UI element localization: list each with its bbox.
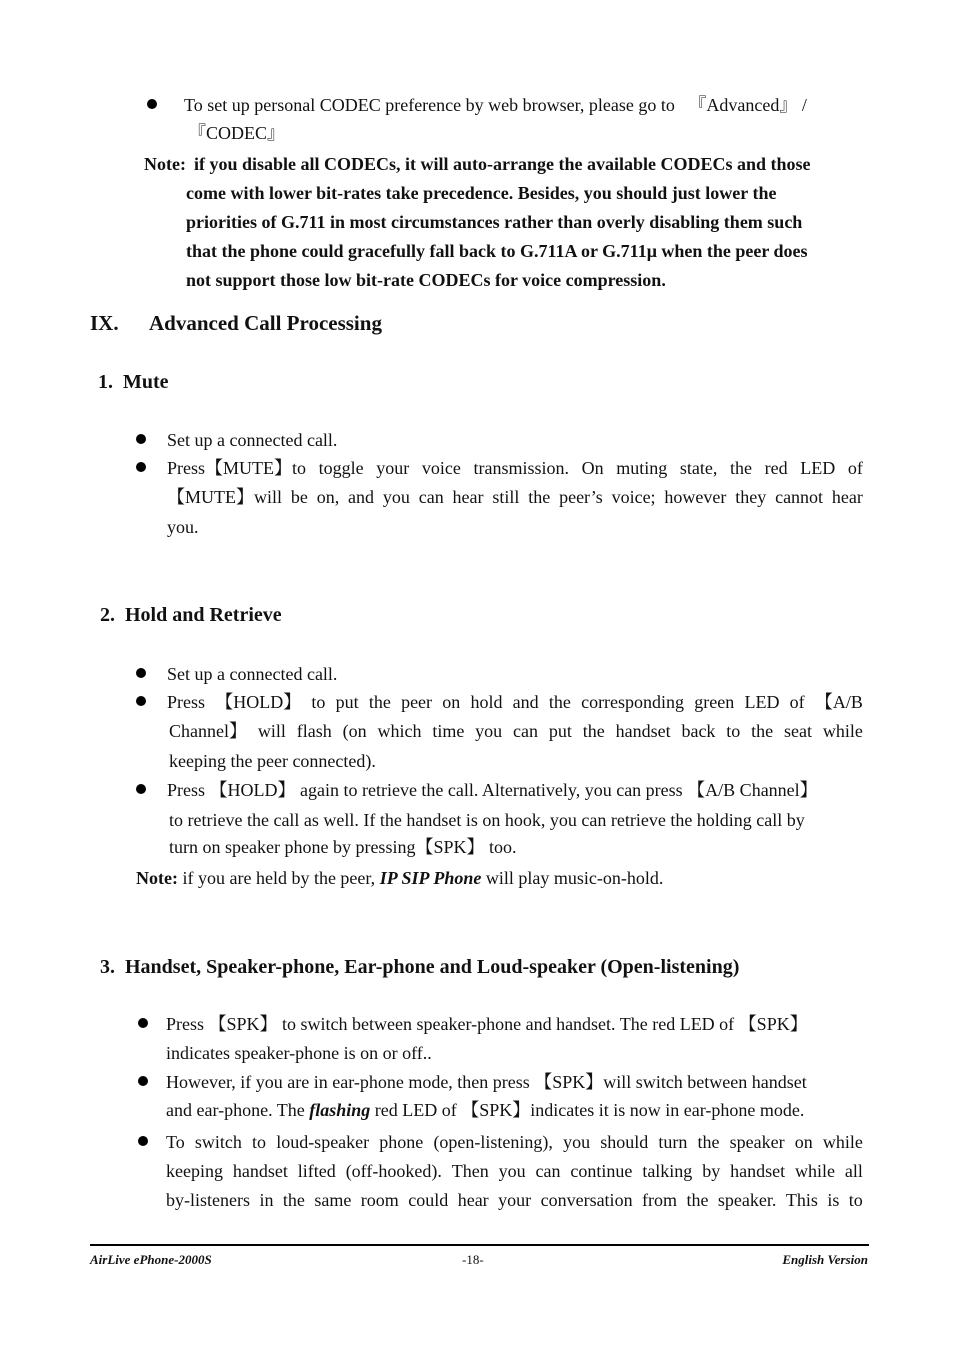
word: is (827, 1190, 840, 1210)
word: put (548, 721, 572, 741)
word: to (311, 692, 326, 712)
bullet-dot (138, 1136, 148, 1146)
word: Press【MUTE】to (167, 458, 306, 478)
note-line-4: that the phone could gracefully fall back to G.711A or G.711μ when the peer does (186, 241, 808, 261)
word: you (498, 1161, 526, 1181)
word: and (348, 487, 375, 507)
word: LED (800, 458, 836, 478)
handset-bullet-2-line-2 (166, 1099, 804, 1121)
bullet-dot (136, 668, 146, 678)
section-number: IX. (90, 311, 119, 335)
word: the (528, 487, 551, 507)
note-line-3: priorities of G.711 in most circumstances rather than overly disabling them such (186, 212, 803, 232)
footer-version: English Version (782, 1252, 868, 1267)
word: to (252, 1132, 267, 1152)
word: from (642, 1190, 678, 1210)
word: while (822, 1132, 863, 1152)
word: in (259, 1190, 274, 1210)
word: the (730, 458, 753, 478)
word: voice (421, 458, 461, 478)
word: on (794, 1132, 813, 1152)
word: of (789, 692, 805, 712)
word: hear (831, 487, 863, 507)
word: muting (616, 458, 668, 478)
word: back (681, 721, 716, 741)
footer-rule (90, 1244, 869, 1246)
word: your (498, 1190, 532, 1210)
mute-bullet-2-line-3: you. (167, 517, 199, 537)
mute-bullet-2-line-1 (167, 457, 863, 479)
word: hold (470, 692, 503, 712)
footer-product: AirLive ePhone-2000S (90, 1252, 212, 1267)
word: to (848, 1190, 863, 1210)
word: you (382, 487, 410, 507)
mute-bullet-1: Set up a connected call. (167, 430, 338, 450)
word: LED (744, 692, 780, 712)
word: voice; (611, 487, 656, 507)
word: peer (401, 692, 433, 712)
word: which (377, 721, 422, 741)
word: peer’s (559, 487, 603, 507)
word: by-listeners (166, 1190, 250, 1210)
page-number: -18- (462, 1252, 484, 1267)
bullet-dot (138, 1076, 148, 1086)
word: green (694, 692, 735, 712)
note-line-5: not support those low bit-rate CODECs for voice compression. (186, 270, 666, 290)
word: will (257, 721, 286, 741)
word: talking (642, 1161, 693, 1181)
word: This (785, 1190, 818, 1210)
word: To (166, 1132, 185, 1152)
product-name: IP SIP Phone (379, 868, 482, 888)
hold-bullet-1: Set up a connected call. (167, 664, 338, 684)
word: of (847, 458, 863, 478)
handset-heading: 3. Handset, Speaker-phone, Ear-phone and Loud-speaker (Open-listening) (100, 956, 740, 978)
word: hear (452, 487, 484, 507)
hold-heading: 2. Hold and Retrieve (100, 604, 282, 626)
word: be (290, 487, 308, 507)
hold-note (136, 867, 663, 889)
word: by (702, 1161, 721, 1181)
word: can (418, 487, 444, 507)
word: on, (316, 487, 340, 507)
word: all (844, 1161, 863, 1181)
bullet-dot (147, 99, 157, 109)
word: conversation (540, 1190, 633, 1210)
word: cannot (775, 487, 824, 507)
word: 【MUTE】will (167, 487, 282, 507)
word: could (408, 1190, 449, 1210)
word: still (492, 487, 520, 507)
word: can (535, 1161, 561, 1181)
word: your (376, 458, 410, 478)
hold-bullet-2-line-2 (169, 720, 863, 742)
word: speaker (729, 1132, 785, 1152)
hold-bullet-3-line-3: turn on speaker phone by pressing【SPK】 too. (169, 837, 517, 857)
word: continue (570, 1161, 633, 1181)
word: they (735, 487, 767, 507)
word: and (512, 692, 539, 712)
hold-note-text-end: will play music-on-hold. (481, 868, 664, 888)
bullet-dot (136, 696, 146, 706)
word: the (548, 692, 571, 712)
word: same (314, 1190, 352, 1210)
word: on (442, 692, 461, 712)
word: On (581, 458, 604, 478)
word: 【HOLD】 (215, 692, 302, 712)
handset-bullet-2-text: and ear-phone. The (166, 1100, 310, 1120)
word: seat (784, 721, 813, 741)
bullet-dot (136, 462, 146, 472)
word: room (360, 1190, 399, 1210)
hold-bullet-2-line-1 (167, 691, 863, 713)
word: the (282, 1190, 305, 1210)
word: the (697, 1132, 720, 1152)
hold-note-text: if you are held by the peer, (177, 868, 380, 888)
word: however (664, 487, 727, 507)
note-line-1: if you disable all CODECs, it will auto-arrange the available CODECs and those (194, 154, 811, 174)
word: time (432, 721, 465, 741)
hold-note-label: Note: (136, 868, 178, 888)
note-label: Note: (144, 154, 186, 174)
bullet-dot (136, 434, 146, 444)
word: should (600, 1132, 649, 1152)
word: the (751, 721, 774, 741)
mute-bullet-2-line-2 (167, 486, 863, 508)
word: while (795, 1161, 836, 1181)
word: switch (194, 1132, 242, 1152)
word: keeping (166, 1161, 223, 1181)
handset-bullet-3-line-2 (166, 1160, 863, 1182)
word: to (726, 721, 741, 741)
handset-bullet-1-line-2: indicates speaker-phone is on or off.. (166, 1043, 432, 1063)
mute-heading: 1. Mute (98, 371, 169, 393)
handset-bullet-3-line-1 (166, 1131, 863, 1153)
word: Channel】 (169, 721, 247, 741)
hold-bullet-3-line-2: to retrieve the call as well. If the handset is on hook, you can retrieve the holding call by (169, 810, 805, 830)
word: 【A/B (814, 692, 863, 712)
word: handset (615, 721, 671, 741)
word: put (335, 692, 359, 712)
word: you (563, 1132, 591, 1152)
word: while (822, 721, 863, 741)
word: (off-hooked). (345, 1161, 442, 1181)
bullet-dot (136, 784, 146, 794)
word: (on (342, 721, 367, 741)
hold-bullet-3-line-1: Press 【HOLD】 again to retrieve the call. Alternatively, you can press 【A/B Channel】 (167, 780, 818, 800)
word: handset (730, 1161, 786, 1181)
codec-bullet-text: To set up personal CODEC preference by web browser, please go to 『Advanced』 / (184, 95, 807, 115)
codec-bullet-text-cont: 『CODEC』 (188, 123, 286, 143)
handset-bullet-1-line-1: Press 【SPK】 to switch between speaker-phone and handset. The red LED of 【SPK】 (166, 1014, 808, 1034)
flashing-emphasis: flashing (309, 1100, 371, 1120)
word: transmission. (473, 458, 569, 478)
word: you (475, 721, 503, 741)
word: phone (379, 1132, 424, 1152)
word: the (686, 1190, 709, 1210)
word: turn (658, 1132, 688, 1152)
bullet-dot (138, 1018, 148, 1028)
word: loud-speaker (276, 1132, 370, 1152)
word: the (582, 721, 605, 741)
word: (open-listening), (433, 1132, 553, 1152)
word: can (513, 721, 539, 741)
word: corresponding (581, 692, 685, 712)
word: Then (451, 1161, 489, 1181)
handset-bullet-2-text-end: red LED of 【SPK】indicates it is now in ear-phone mode. (370, 1100, 805, 1120)
word: the (368, 692, 391, 712)
section-title: Advanced Call Processing (149, 311, 382, 335)
word: red (764, 458, 788, 478)
hold-bullet-2-line-3: keeping the peer connected). (169, 751, 376, 771)
word: flash (296, 721, 332, 741)
word: handset (232, 1161, 288, 1181)
handset-bullet-3-line-3 (166, 1189, 863, 1211)
word: state, (679, 458, 718, 478)
handset-bullet-2-line-1: However, if you are in ear-phone mode, then press 【SPK】will switch between handset (166, 1072, 807, 1092)
word: speaker. (717, 1190, 777, 1210)
word: toggle (318, 458, 364, 478)
word: Press (167, 692, 206, 712)
word: lifted (297, 1161, 336, 1181)
word: hear (457, 1190, 489, 1210)
note-line-2: come with lower bit-rates take precedence. Besides, you should just lower the (186, 183, 777, 203)
